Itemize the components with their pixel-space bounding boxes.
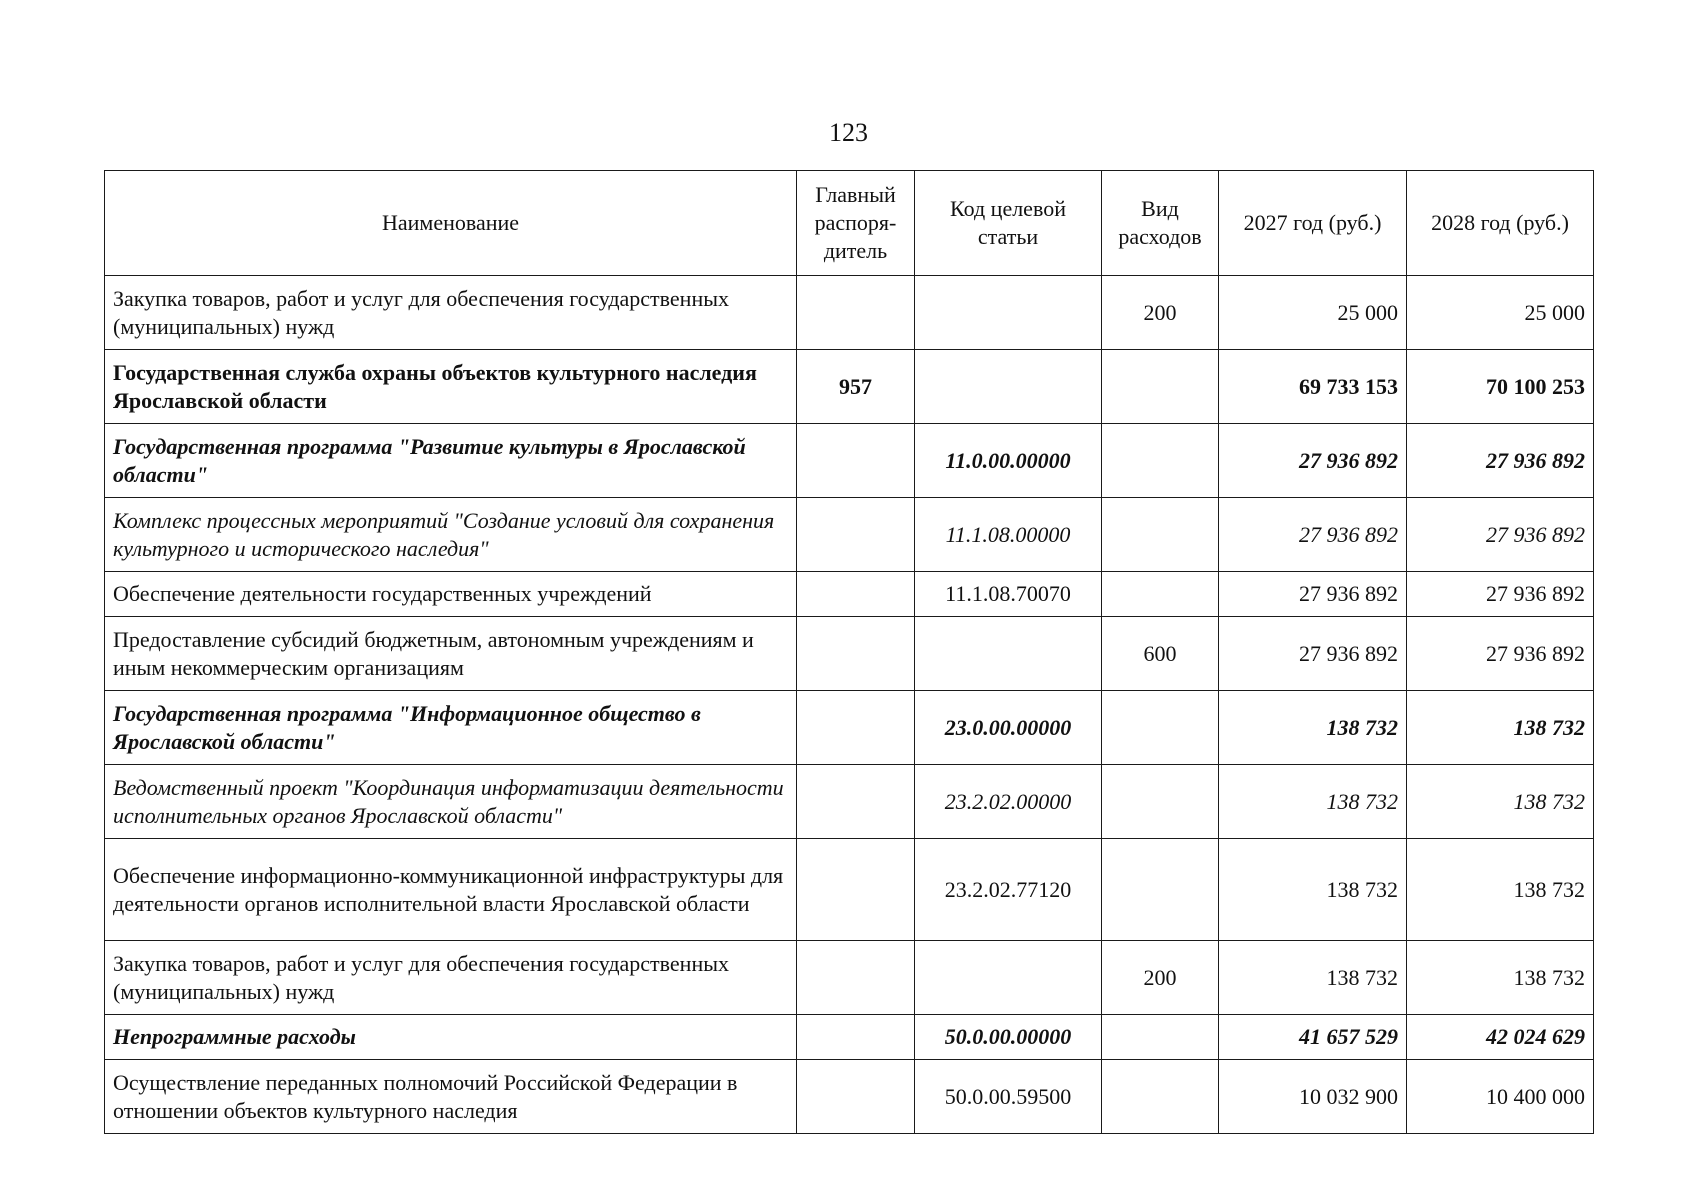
row-code: 11.1.08.70070	[915, 572, 1102, 617]
row-2027: 27 936 892	[1219, 498, 1407, 572]
table-row	[105, 839, 1594, 941]
table-body	[105, 276, 1594, 1134]
row-code	[915, 276, 1102, 350]
row-admin: 957	[797, 350, 915, 424]
header-name: Наименование	[105, 171, 797, 276]
row-code: 50.0.00.59500	[915, 1060, 1102, 1134]
row-2027: 41 657 529	[1219, 1015, 1407, 1060]
row-admin	[797, 839, 915, 941]
row-name: Непрограммные расходы	[105, 1015, 797, 1060]
table-row	[105, 1060, 1594, 1134]
row-2027: 138 732	[1219, 765, 1407, 839]
row-name: Государственная служба охраны объектов культурного наследия Ярославской области	[105, 350, 797, 424]
row-code	[915, 941, 1102, 1015]
row-2028: 42 024 629	[1407, 1015, 1594, 1060]
row-2028: 138 732	[1407, 839, 1594, 941]
row-2028: 27 936 892	[1407, 572, 1594, 617]
row-name: Осуществление переданных полномочий Российской Федерации в отношении объектов культурного наследия	[105, 1060, 797, 1134]
table-row	[105, 572, 1594, 617]
page-number: 123	[829, 118, 868, 147]
row-2028: 138 732	[1407, 765, 1594, 839]
table-row	[105, 424, 1594, 498]
header-2028: 2028 год (руб.)	[1407, 171, 1594, 276]
table-header-row	[105, 171, 1594, 276]
row-admin	[797, 424, 915, 498]
row-name: Ведомственный проект "Координация информатизации деятельности исполнительных органов Ярославской области"	[105, 765, 797, 839]
budget-table	[104, 170, 1594, 1134]
table-row	[105, 498, 1594, 572]
header-type: Вид расходов	[1102, 171, 1219, 276]
table-row	[105, 1015, 1594, 1060]
row-type	[1102, 1015, 1219, 1060]
row-name: Обеспечение деятельности государственных учреждений	[105, 572, 797, 617]
row-type: 200	[1102, 276, 1219, 350]
header-admin: Главный распоря-дитель	[797, 171, 915, 276]
row-2028: 138 732	[1407, 941, 1594, 1015]
row-code	[915, 350, 1102, 424]
row-2027: 27 936 892	[1219, 424, 1407, 498]
row-admin	[797, 941, 915, 1015]
row-type: 200	[1102, 941, 1219, 1015]
row-admin	[797, 276, 915, 350]
header-code: Код целевой статьи	[915, 171, 1102, 276]
row-code: 50.0.00.00000	[915, 1015, 1102, 1060]
row-2027: 27 936 892	[1219, 617, 1407, 691]
row-admin	[797, 1060, 915, 1134]
table-row	[105, 941, 1594, 1015]
row-type	[1102, 424, 1219, 498]
row-2027: 138 732	[1219, 839, 1407, 941]
row-2028: 27 936 892	[1407, 617, 1594, 691]
row-type	[1102, 498, 1219, 572]
row-name: Закупка товаров, работ и услуг для обеспечения государственных (муниципальных) нужд	[105, 941, 797, 1015]
row-name: Обеспечение информационно-коммуникационной инфраструктуры для деятельности органов исполнительной власти Ярославской области	[105, 839, 797, 941]
row-2027: 25 000	[1219, 276, 1407, 350]
row-2028: 27 936 892	[1407, 424, 1594, 498]
row-code: 11.0.00.00000	[915, 424, 1102, 498]
table-row	[105, 765, 1594, 839]
table-row	[105, 276, 1594, 350]
row-type	[1102, 839, 1219, 941]
row-2027: 69 733 153	[1219, 350, 1407, 424]
row-code: 11.1.08.00000	[915, 498, 1102, 572]
row-admin	[797, 691, 915, 765]
row-2028: 25 000	[1407, 276, 1594, 350]
row-code: 23.2.02.00000	[915, 765, 1102, 839]
row-2027: 27 936 892	[1219, 572, 1407, 617]
row-admin	[797, 617, 915, 691]
row-type	[1102, 765, 1219, 839]
row-code	[915, 617, 1102, 691]
row-2028: 70 100 253	[1407, 350, 1594, 424]
table-row	[105, 350, 1594, 424]
row-admin	[797, 1015, 915, 1060]
row-type	[1102, 572, 1219, 617]
table-row	[105, 691, 1594, 765]
row-2028: 27 936 892	[1407, 498, 1594, 572]
row-name: Закупка товаров, работ и услуг для обеспечения государственных (муниципальных) нужд	[105, 276, 797, 350]
row-2027: 138 732	[1219, 941, 1407, 1015]
row-2027: 138 732	[1219, 691, 1407, 765]
row-admin	[797, 572, 915, 617]
row-type: 600	[1102, 617, 1219, 691]
row-type	[1102, 1060, 1219, 1134]
header-2027: 2027 год (руб.)	[1219, 171, 1407, 276]
row-admin	[797, 765, 915, 839]
row-2028: 10 400 000	[1407, 1060, 1594, 1134]
row-name: Государственная программа "Информационное общество в Ярославской области"	[105, 691, 797, 765]
row-name: Предоставление субсидий бюджетным, автономным учреждениям и иным некоммерческим организациям	[105, 617, 797, 691]
row-type	[1102, 691, 1219, 765]
row-code: 23.2.02.77120	[915, 839, 1102, 941]
row-name: Комплекс процессных мероприятий "Создание условий для сохранения культурного и исторического наследия"	[105, 498, 797, 572]
row-name: Государственная программа "Развитие культуры в Ярославской области"	[105, 424, 797, 498]
row-2028: 138 732	[1407, 691, 1594, 765]
row-2027: 10 032 900	[1219, 1060, 1407, 1134]
row-code: 23.0.00.00000	[915, 691, 1102, 765]
row-admin	[797, 498, 915, 572]
table-row	[105, 617, 1594, 691]
row-type	[1102, 350, 1219, 424]
